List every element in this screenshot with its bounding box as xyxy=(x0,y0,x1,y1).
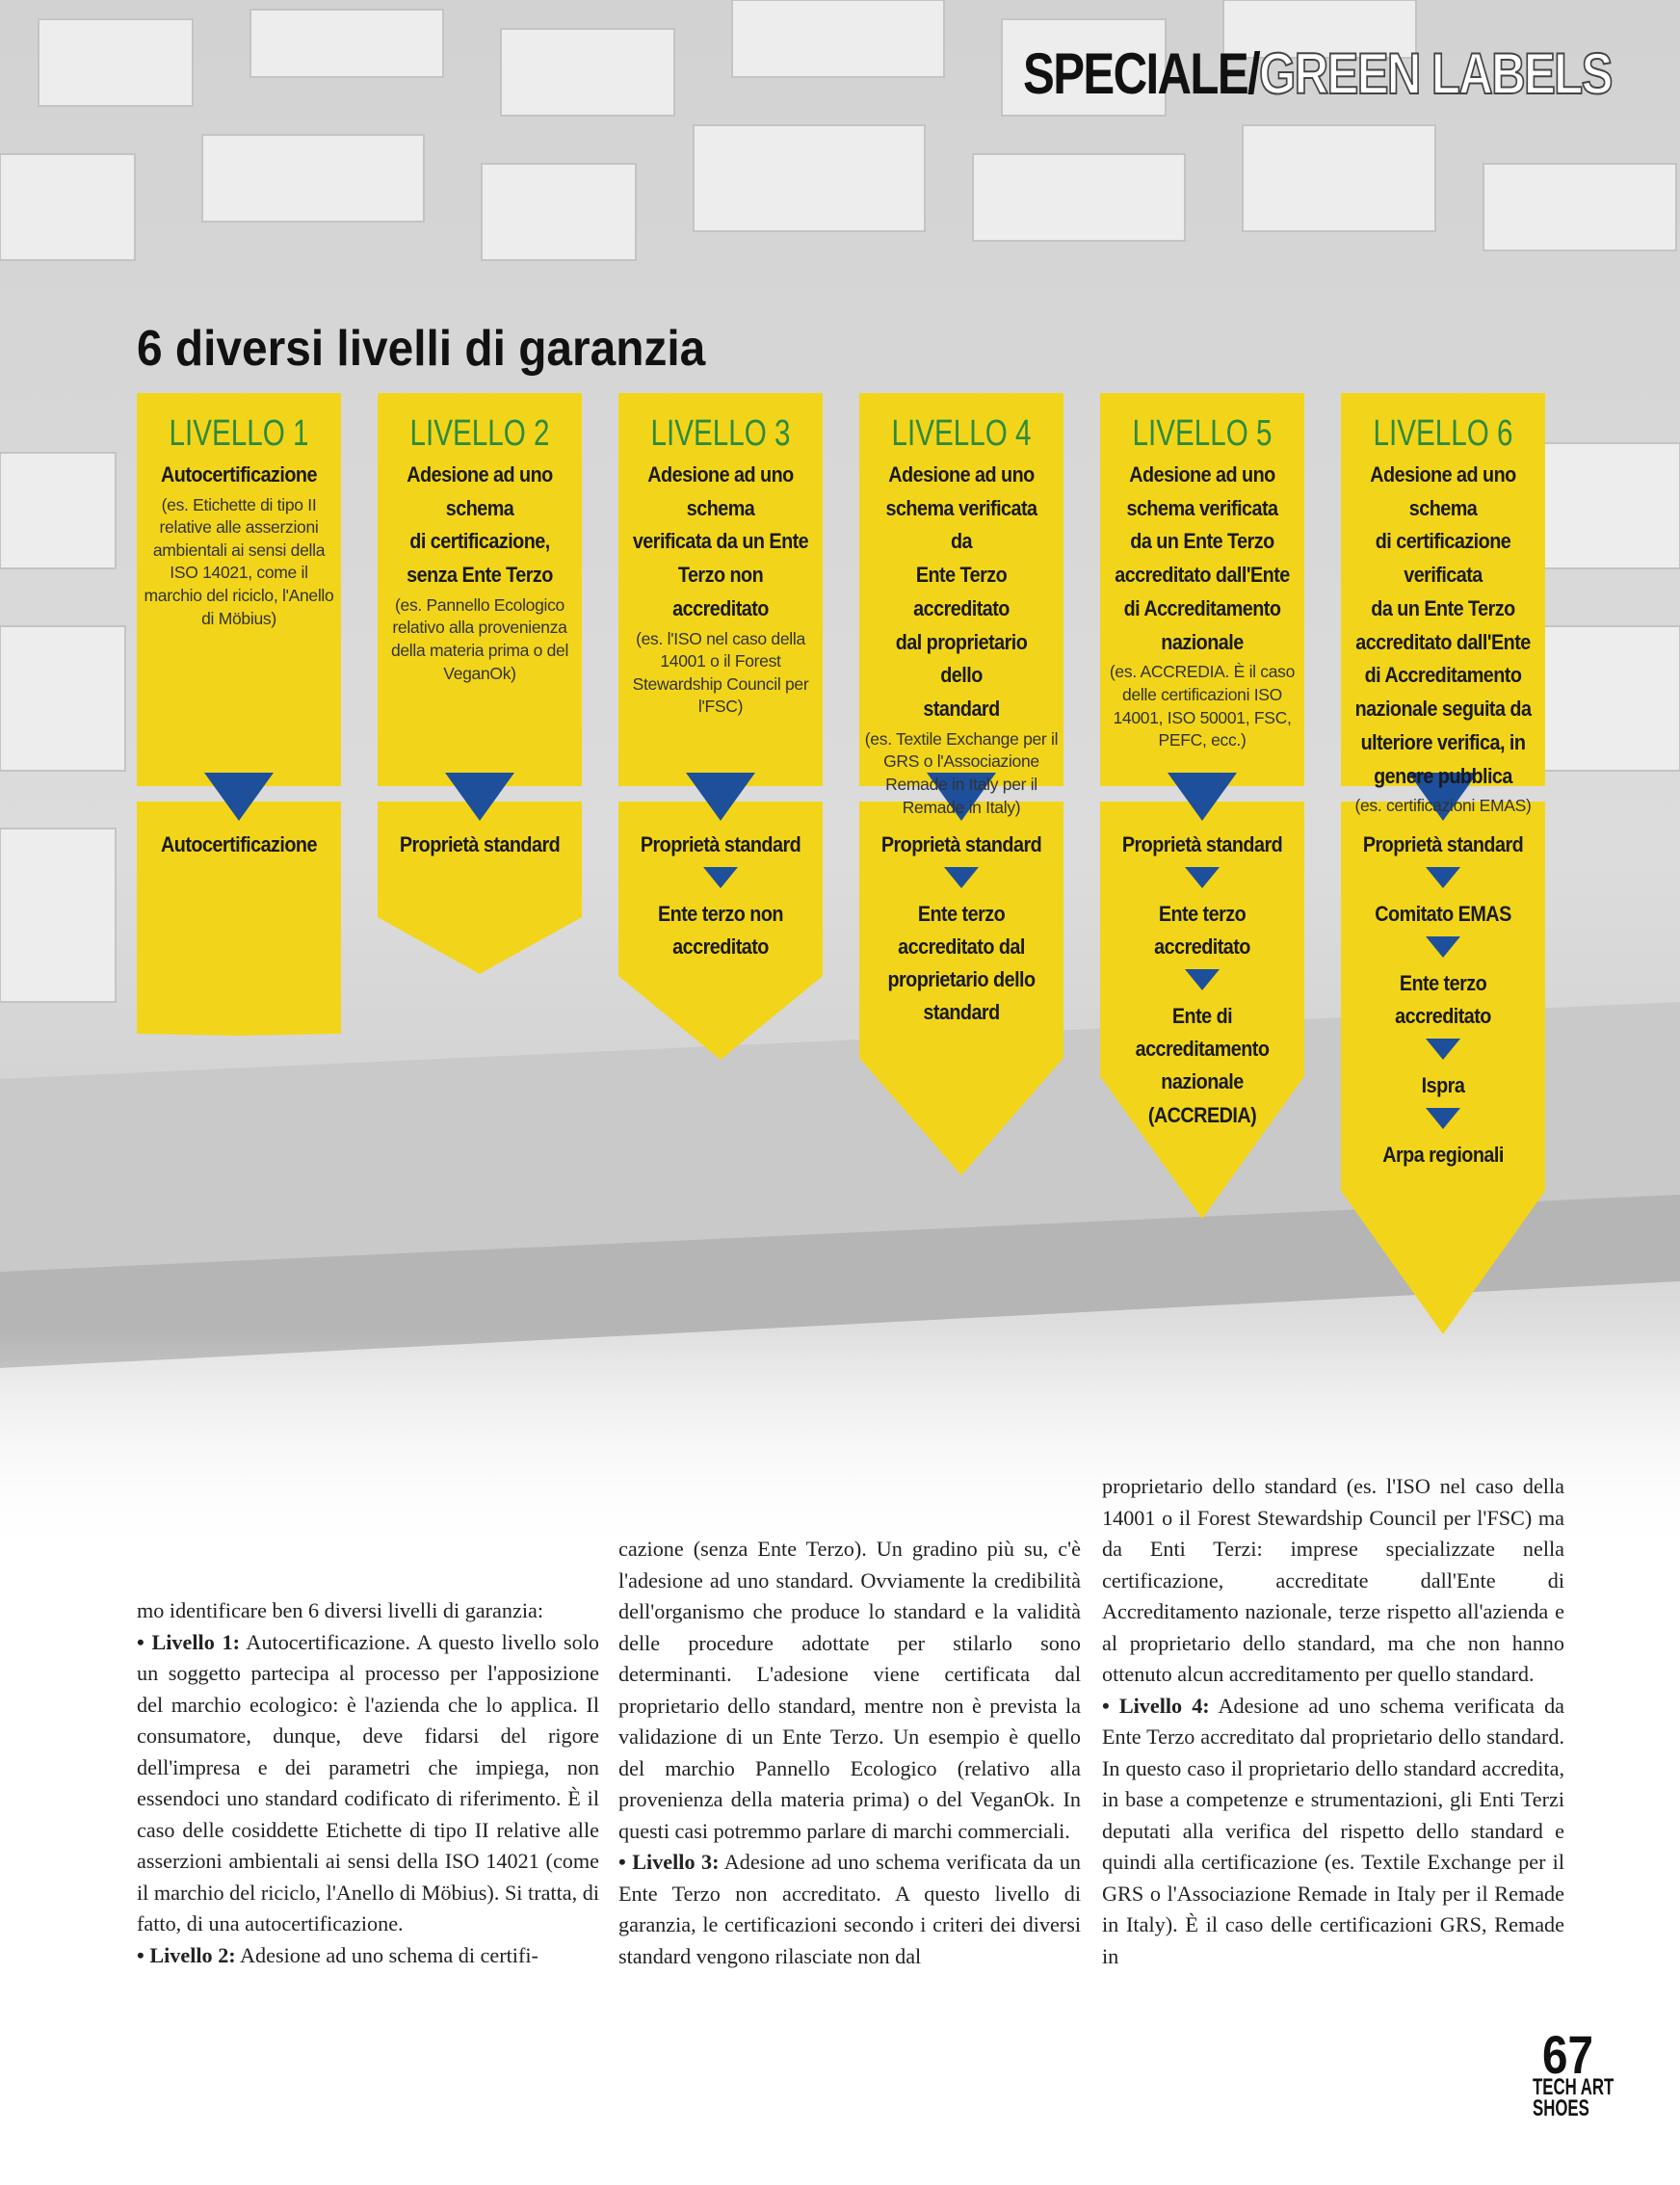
level-description-line: schema verificata xyxy=(1126,495,1278,520)
level-card-text xyxy=(381,414,578,685)
flow-arrow-icon xyxy=(1185,969,1220,990)
flow-step: Ente di accreditamento nazionale (ACCREDIA) xyxy=(1135,1004,1270,1127)
page-number: 67 xyxy=(1542,2024,1593,2085)
level-description-line: di Accreditamento xyxy=(1123,595,1281,620)
level-description-line: accreditato dall'Ente xyxy=(1355,629,1531,654)
level-description xyxy=(391,459,568,592)
body-paragraph xyxy=(618,1534,1081,1847)
section-header xyxy=(1023,40,1612,107)
flow-step: Comitato EMAS xyxy=(1375,902,1511,927)
flow-step: Ente terzo accreditato xyxy=(1395,971,1491,1029)
level-description-line: standard xyxy=(923,697,1000,722)
flow-step: Proprietà standard xyxy=(1121,832,1283,856)
level-card-text xyxy=(1104,414,1300,752)
level-description-line: Adesione ad uno xyxy=(888,461,1035,487)
level-description-line: Terzo non accreditato xyxy=(672,563,769,620)
flow-arrow-icon xyxy=(703,867,738,888)
body-paragraph xyxy=(1102,1471,1564,1691)
paragraph-text: Adesione ad uno schema di certifi- xyxy=(235,1942,538,1967)
level-description-line: da un Ente Terzo xyxy=(1371,595,1515,620)
flow-step: Arpa regionali xyxy=(1382,1143,1504,1168)
level-description-line: nazionale seguita da xyxy=(1354,697,1532,722)
level-example: (es. Etichette di tipo II relative alle asserzioni ambientali ai sensi della ISO 14021, come il marchio del riciclo, l'Anello di Möbius) xyxy=(144,494,334,628)
flow-arrow-icon xyxy=(1426,1108,1460,1129)
level-title: LIVELLO 5 xyxy=(1132,413,1273,454)
flow-arrow-icon xyxy=(944,867,979,888)
level-label: • Livello 4: xyxy=(1102,1693,1210,1718)
level-card-3 xyxy=(618,393,823,1065)
level-description-line: accreditato dall'Ente xyxy=(1115,563,1290,588)
level-title: LIVELLO 4 xyxy=(891,413,1032,454)
flow-step: Ispra xyxy=(1421,1073,1465,1098)
logo-line-2: SHOES xyxy=(1533,2095,1589,2121)
level-description-line: nazionale xyxy=(1161,629,1244,654)
level-description-line: verificata da un Ente xyxy=(632,529,809,554)
level-label: • Livello 2: xyxy=(137,1942,236,1967)
flow-arrow-icon xyxy=(1185,867,1220,888)
text-column-1 xyxy=(137,1595,599,1971)
level-description-line: Adesione ad uno schema xyxy=(1370,461,1516,520)
level-label: • Livello 1: xyxy=(137,1629,240,1654)
level-description-line: dal proprietario dello xyxy=(895,629,1028,688)
flow-arrow-icon xyxy=(1426,1039,1460,1060)
level-example: (es. certificazioni EMAS) xyxy=(1354,796,1532,816)
level-title: LIVELLO 2 xyxy=(409,413,550,454)
level-description-line: senza Ente Terzo xyxy=(407,563,553,588)
level-flow xyxy=(1345,829,1541,1172)
level-title: LIVELLO 3 xyxy=(650,413,791,454)
body-paragraph xyxy=(1102,1691,1564,1973)
level-description-line: di certificazione verificata xyxy=(1375,529,1511,588)
level-description-line: di certificazione, xyxy=(409,529,550,554)
level-flow xyxy=(863,829,1060,1029)
body-paragraph xyxy=(137,1940,599,1972)
flow-step: Autocertificazione xyxy=(161,832,317,856)
level-description-line: Autocertificazione xyxy=(161,461,317,487)
level-description-line: Adesione ad uno schema xyxy=(407,461,553,520)
level-description xyxy=(1114,459,1291,660)
level-label: • Livello 3: xyxy=(618,1850,720,1874)
paragraph-text: proprietario dello standard (es. l'ISO nel caso della 14001 o il Forest Stewardship Council per l'FSC) ma da Enti Terzi: imprese specializzate nella certificazione, accreditate dall'Ente di Accreditamento nazionale, terze rispetto all'azienda e al proprietario dello standard, ma che non hanno ottenuto alcun accreditamento per quello standard. xyxy=(1102,1474,1564,1686)
main-title: 6 diversi livelli di garanzia xyxy=(137,321,706,377)
flow-step: Ente terzo accreditato dal proprietario dello standard xyxy=(887,902,1036,1025)
level-description-line: ulteriore verifica, in xyxy=(1360,729,1526,754)
level-title: LIVELLO 6 xyxy=(1373,413,1513,454)
level-description-line: Adesione ad uno xyxy=(1129,461,1275,487)
paragraph-text: Autocertificazione. A questo livello solo un soggetto partecipa al processo per l'apposizione del marchio ecologico: è l'azienda che lo applica. Il consumatore, dunque, deve fidarsi del rigore dell'impresa e dei parametri che impiega, non essendoci uno standard codificato di riferimento. È il caso delle cosiddette Etichette di tipo II relative alle asserzioni ambientali ai sensi della ISO 14021 (come il marchio del riciclo, l'Anello di Möbius). Si tratta, di fatto, di una autocertificazione. xyxy=(137,1629,600,1935)
header-green-labels: GREEN LABELS xyxy=(1259,41,1612,106)
level-description xyxy=(873,459,1050,726)
level-description-line: Adesione ad uno schema xyxy=(647,461,794,520)
level-card-5 xyxy=(1100,393,1304,1224)
level-description-line: di Accreditamento xyxy=(1364,663,1522,688)
magazine-logo xyxy=(1533,2074,1619,2121)
level-example: (es. l'ISO nel caso della 14001 o il Forest Stewardship Council per l'FSC) xyxy=(632,628,809,717)
paragraph-text: mo identificare ben 6 diversi livelli di garanzia: xyxy=(137,1598,544,1622)
level-card-text xyxy=(863,414,1060,819)
level-card-text xyxy=(1345,414,1541,818)
body-paragraph xyxy=(137,1627,599,1940)
level-title: LIVELLO 1 xyxy=(169,413,309,454)
level-description-line: schema verificata da xyxy=(885,495,1037,554)
level-example: (es. ACCREDIA. È il caso delle certificazioni ISO 14001, ISO 50001, FSC, PEFC, ecc.) xyxy=(1109,662,1296,750)
level-card-flow-arrow xyxy=(378,802,582,974)
level-description xyxy=(150,459,328,492)
flow-step: Proprietà standard xyxy=(880,832,1042,856)
level-card-text xyxy=(622,414,819,719)
level-flow xyxy=(622,829,819,963)
level-flow xyxy=(141,829,337,861)
paragraph-text: cazione (senza Ente Terzo). Un gradino più su, c'è l'adesione ad uno standard. Ovviamente la credibilità dell'organismo che produce lo standard e la validità delle procedure adottate per stilarlo sono determinanti. L'adesione viene certificata dal proprietario dello standard, mentre non è prevista la validazione di un Ente Terzo. Un esempio è quello del marchio Pannello Ecologico (relativo alla provenienza della materia prima) o del VeganOk. In questi casi potremmo parlare di marchi commerciali. xyxy=(618,1537,1081,1843)
paragraph-text: Adesione ad uno schema verificata da un Ente Terzo non accreditato. A questo livello di garanzia, le certificazioni secondo i criteri dei diversi standard vengono rilasciate non dal xyxy=(618,1850,1081,1968)
level-flow xyxy=(1104,829,1300,1132)
level-card-4 xyxy=(859,393,1063,1180)
flow-step: Ente terzo non accreditato xyxy=(658,902,783,960)
level-card-text xyxy=(141,414,337,630)
flow-arrow-icon xyxy=(1426,936,1460,958)
level-description-line: Ente Terzo accreditato xyxy=(913,563,1010,620)
flow-step: Proprietà standard xyxy=(640,832,801,856)
level-card-2 xyxy=(378,393,582,979)
header-slash: / xyxy=(1247,41,1260,106)
body-paragraph xyxy=(137,1595,599,1627)
level-card-6 xyxy=(1341,393,1545,1339)
level-description xyxy=(632,459,809,626)
level-example: (es. Pannello Ecologico relativo alla provenienza della materia prima o del VeganOk) xyxy=(390,594,569,683)
level-flow xyxy=(381,829,578,861)
level-description xyxy=(1354,459,1532,794)
flow-arrow-icon xyxy=(1426,867,1460,888)
level-description-line: da un Ente Terzo xyxy=(1130,529,1274,554)
level-description-line: genere pubblica xyxy=(1374,763,1512,788)
flow-step: Proprietà standard xyxy=(399,832,561,856)
body-paragraph xyxy=(618,1847,1081,1972)
flow-step: Proprietà standard xyxy=(1362,832,1524,856)
text-column-2 xyxy=(618,1534,1081,1972)
logo-line-1: TECH ART xyxy=(1533,2074,1614,2100)
header-speciale: SPECIALE xyxy=(1023,41,1248,106)
paragraph-text: Adesione ad uno schema verificata da Ente Terzo accreditato dal proprietario dello standard. In questo caso il proprietario dello standard accredita, in base a competenze e strumentazioni, gli Enti Terzi deputati alla verifica del rispetto dello standard e quindi alla certificazione (es. Textile Exchange per il GRS o l'Associazione Remade in Italy per il Remade in Italy). È il caso delle certificazioni GRS, Remade in xyxy=(1102,1693,1565,1968)
level-card-1 xyxy=(137,393,341,1040)
text-column-3 xyxy=(1102,1471,1564,1972)
level-example: (es. Textile Exchange per il GRS o l'Associazione Remade in Italy per il Remade in Italy) xyxy=(864,728,1059,817)
flow-step: Ente terzo accreditato xyxy=(1154,902,1250,960)
